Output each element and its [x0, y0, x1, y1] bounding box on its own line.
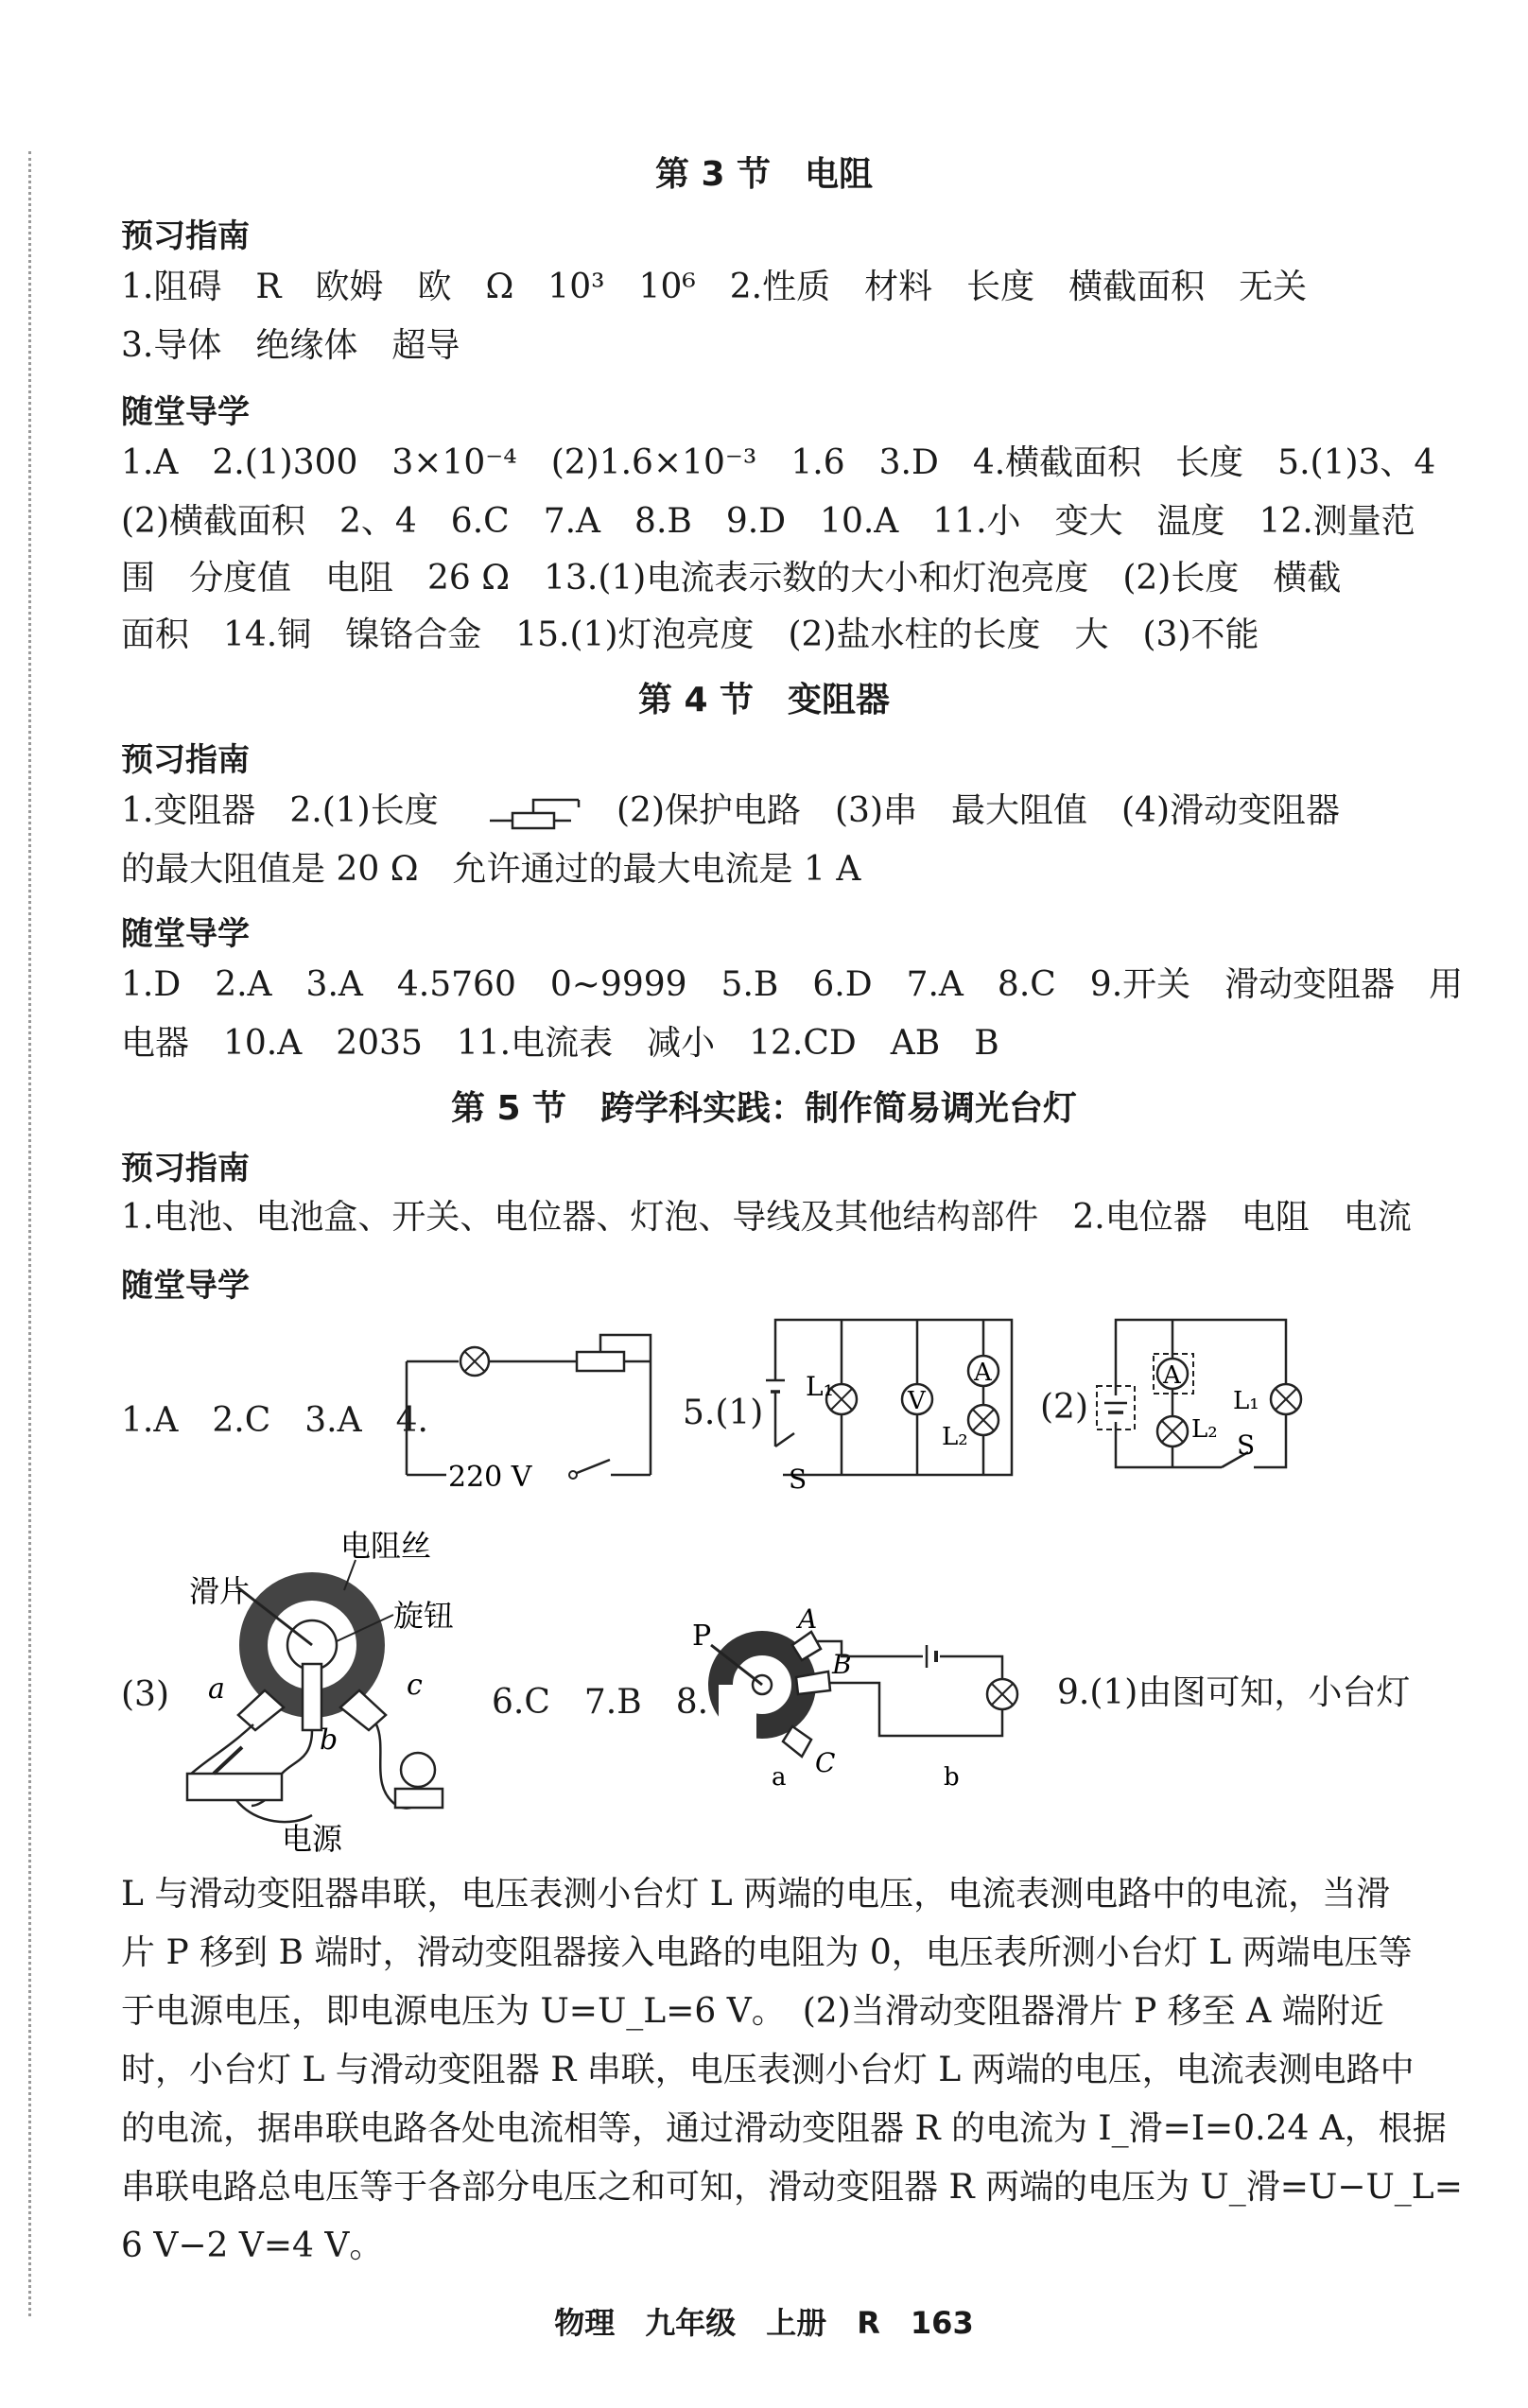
section5-para-line5: 的电流，据串联电路各处电流相等，通过滑动变阻器 R 的电流为 I_滑=I=0.24 A，根据: [121, 2109, 1447, 2148]
label-v: V: [908, 1387, 926, 1415]
section4-preview-heading: 预习指南: [121, 741, 250, 779]
section3-class-heading: 随堂导学: [121, 393, 250, 431]
label-cap-b: b: [944, 1763, 960, 1792]
section5-preview-heading: 预习指南: [121, 1150, 250, 1187]
potentiometer-wiring-diagram: [170, 1522, 511, 1857]
section5-preview-line1: 1.电池、电池盒、开关、电位器、灯泡、导线及其他结构部件 2.电位器 电阻 电流: [121, 1198, 1412, 1237]
label-pa: A: [798, 1603, 818, 1635]
label-l1: L₁: [806, 1371, 834, 1402]
section3-class-line4: 面积 14.铜 镍铬合金 15.(1)灯泡亮度 (2)盐水柱的长度 大 (3)不能: [121, 615, 1259, 654]
section4-class-line2: 电器 10.A 2035 11.电流表 减小 12.CD AB B: [121, 1024, 999, 1063]
label-terminal-b: b: [320, 1724, 339, 1757]
section3-preview-line2: 3.导体 绝缘体 超导: [121, 326, 460, 365]
section5-para-line6: 串联电路总电压等于各部分电压之和可知，滑动变阻器 R 两端的电压为 U_滑=U−U_L=: [121, 2168, 1463, 2207]
fig-row1-q5: 5.(1): [683, 1394, 764, 1432]
section3-preview-line1: 1.阻碍 R 欧姆 欧 Ω 10³ 10⁶ 2.性质 材料 长度 横截面积 无关: [121, 268, 1308, 306]
rheostat-symbol-icon: [488, 794, 582, 832]
label-cap-a: a: [772, 1763, 787, 1792]
binding-margin-dots: [28, 151, 31, 2316]
circuit-q4-diagram: [397, 1324, 662, 1503]
section4-class-line1: 1.D 2.A 3.A 4.5760 0~9999 5.B 6.D 7.A 8.C 9.开关 滑动变阻器 用: [121, 965, 1464, 1004]
potentiometer-q8-diagram: [690, 1598, 1040, 1796]
label-pc: C: [815, 1747, 836, 1778]
section3-class-line2: (2)横截面积 2、4 6.C 7.A 8.B 9.D 10.A 11.小 变大 温度 12.测量范: [121, 502, 1415, 541]
label-220v: 220 V: [448, 1461, 532, 1494]
section5-para-line1: L 与滑动变阻器串联，电压表测小台灯 L 两端的电压，电流表测电路中的电流，当滑: [121, 1875, 1391, 1914]
fig-row1-q5b: (2): [1040, 1388, 1088, 1427]
section5-class-heading: 随堂导学: [121, 1267, 250, 1305]
label-resistance-wire: 电阻丝: [340, 1528, 432, 1564]
label-pb: B: [832, 1649, 852, 1680]
label-terminal-c: c: [407, 1669, 423, 1702]
fig-row2-q3: (3): [121, 1675, 169, 1714]
label-terminal-a: a: [208, 1672, 225, 1706]
bulb-icon: [401, 1753, 435, 1787]
label-s: S: [789, 1464, 807, 1495]
section4-preview-line1b: (2)保护电路 (3)串 最大阻值 (4)滑动变阻器: [616, 791, 1340, 830]
section3-title: 第 3 节 电阻: [654, 155, 874, 194]
switch-icon: [577, 1460, 610, 1473]
label-l2b: L₂: [1191, 1415, 1218, 1444]
section4-preview-line2: 的最大阻值是 20 Ω 允许通过的最大电流是 1 A: [121, 850, 861, 889]
section4-title: 第 4 节 变阻器: [637, 681, 891, 719]
power-switch-icon: [187, 1774, 282, 1800]
label-p: P: [692, 1620, 712, 1653]
circuit-q5-2-diagram: [1097, 1305, 1305, 1494]
label-l2: L₂: [942, 1423, 968, 1451]
label-knob: 旋钮: [393, 1598, 455, 1634]
label-power: 电源: [282, 1821, 343, 1857]
label-l1b: L₁: [1233, 1387, 1259, 1415]
switch-s-icon: [775, 1433, 794, 1447]
section3-class-line3: 围 分度值 电阻 26 Ω 13.(1)电流表示数的大小和灯泡亮度 (2)长度 横截: [121, 559, 1342, 598]
section3-class-line1: 1.A 2.(1)300 3×10⁻⁴ (2)1.6×10⁻³ 1.6 3.D 4.横截面积 长度 5.(1)3、4: [121, 443, 1436, 482]
section3-preview-heading: 预习指南: [121, 217, 250, 255]
fig-row2-q9: 9.(1)由图可知，小台灯: [1057, 1673, 1411, 1712]
section5-title: 第 5 节 跨学科实践：制作简易调光台灯: [450, 1089, 1078, 1128]
label-slider: 滑片: [189, 1573, 251, 1609]
fig-row1-prefix: 1.A 2.C 3.A 4.: [121, 1401, 428, 1440]
section4-class-heading: 随堂导学: [121, 915, 250, 953]
section5-para-line7: 6 V−2 V=4 V。: [121, 2226, 384, 2265]
section5-para-line4: 时，小台灯 L 与滑动变阻器 R 串联，电压表测小台灯 L 两端的电压，电流表测电路中: [121, 2051, 1415, 2089]
page-footer: 物理 九年级 上册 R 163: [554, 2305, 974, 2341]
section5-para-line3: 于电源电压，即电源电压为 U=U_L=6 V。 (2)当滑动变阻器滑片 P 移至 A 端附近: [121, 1992, 1384, 2031]
rheostat-icon: [577, 1352, 624, 1371]
label-a: A: [974, 1359, 992, 1387]
section4-preview-line1a: 1.变阻器 2.(1)长度: [121, 791, 439, 830]
fig-row2-mid: 6.C 7.B 8.: [492, 1683, 709, 1722]
section5-para-line2: 片 P 移到 B 端时，滑动变阻器接入电路的电阻为 0，电压表所测小台灯 L 两端电压等: [121, 1933, 1413, 1972]
label-a2: A: [1163, 1361, 1181, 1390]
circuit-q5-1-diagram: [766, 1305, 1031, 1513]
label-s2: S: [1237, 1429, 1256, 1461]
